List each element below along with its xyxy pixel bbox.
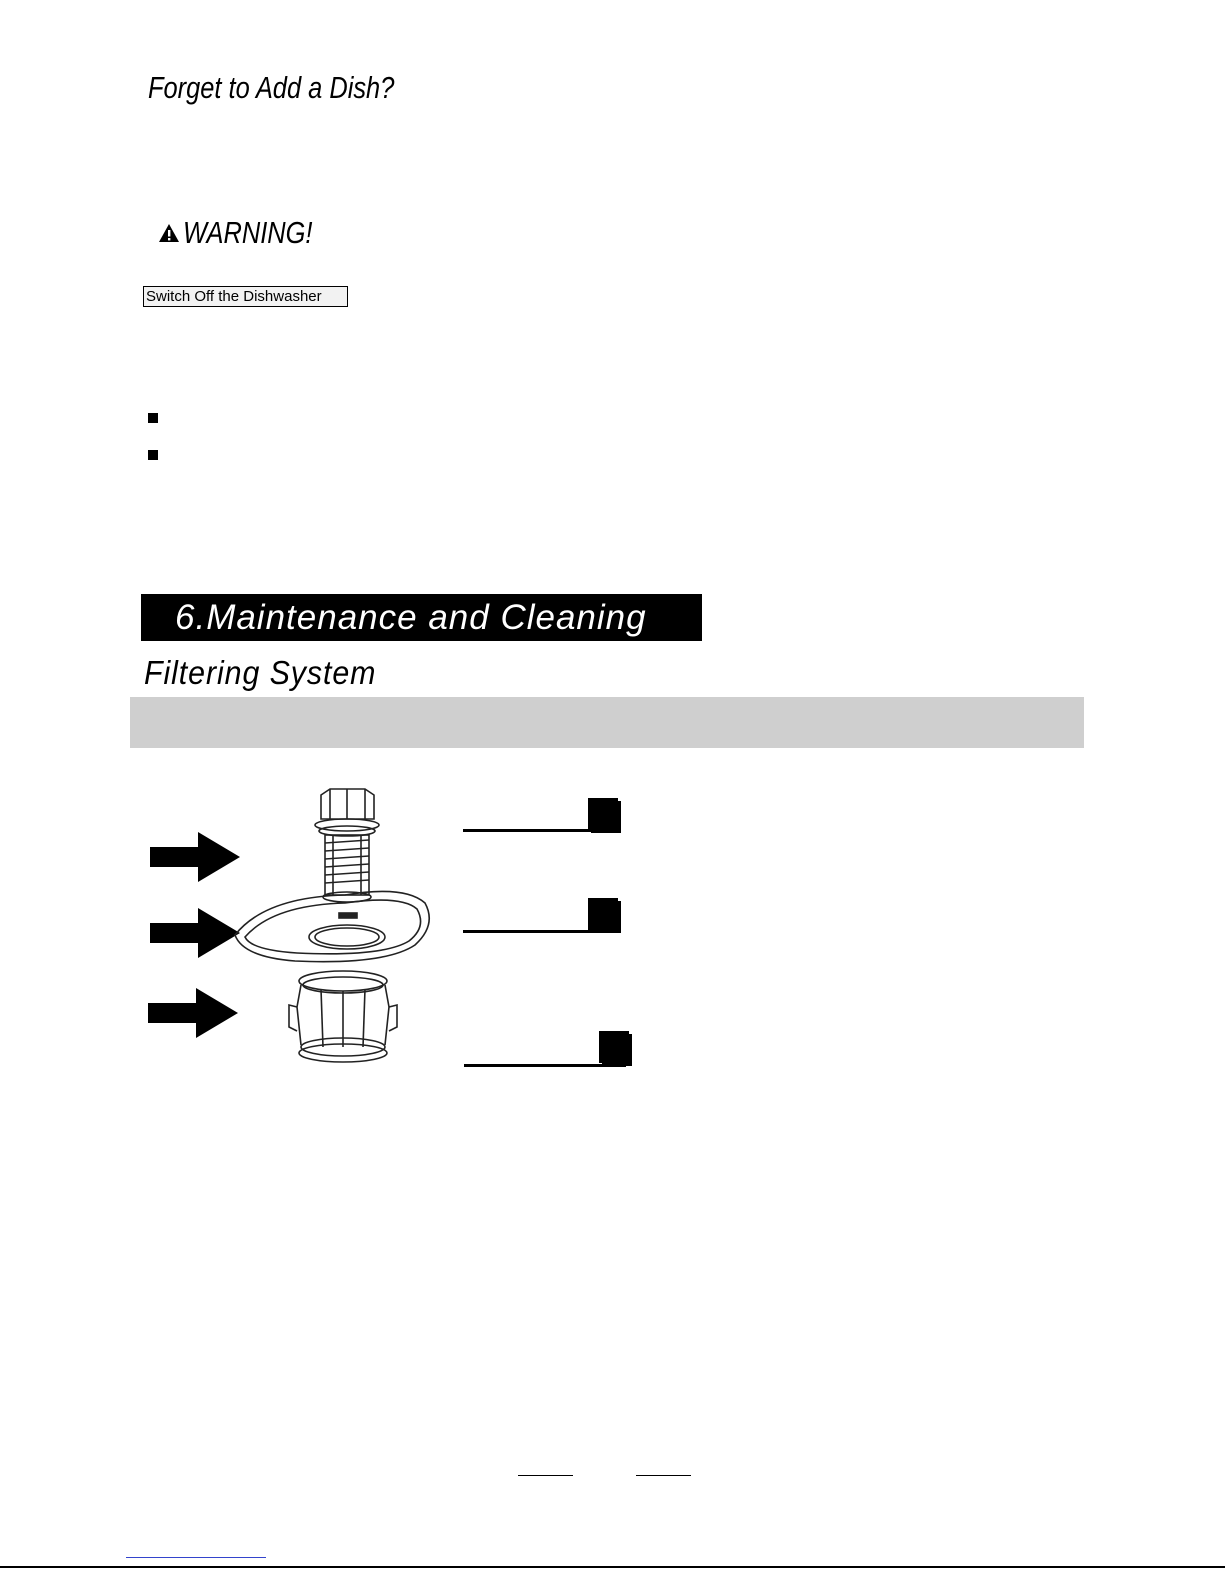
warning-triangle-icon [158, 223, 180, 243]
callout-line [464, 1064, 626, 1067]
forget-dish-heading: Forget to Add a Dish? [148, 70, 395, 105]
switch-off-subheading: Switch Off the Dishwasher [143, 286, 348, 307]
filter-assembly-illustration [225, 785, 450, 1075]
bullet-marker [148, 450, 158, 460]
callout-marker [588, 798, 618, 830]
section-title-banner: 6.Maintenance and Cleaning [141, 594, 702, 641]
callout-line [463, 930, 613, 933]
footer-underline [518, 1475, 573, 1476]
bullet-marker [148, 413, 158, 423]
page-bottom-rule [0, 1566, 1225, 1568]
callout-marker [599, 1031, 629, 1063]
callout-marker [588, 898, 618, 930]
filtering-system-heading: Filtering System [144, 654, 377, 691]
warning-label: WARNING! [183, 215, 313, 250]
footer-underline [636, 1475, 691, 1476]
warning-heading [158, 215, 341, 251]
link-underline [126, 1557, 266, 1558]
info-band [130, 697, 1084, 748]
